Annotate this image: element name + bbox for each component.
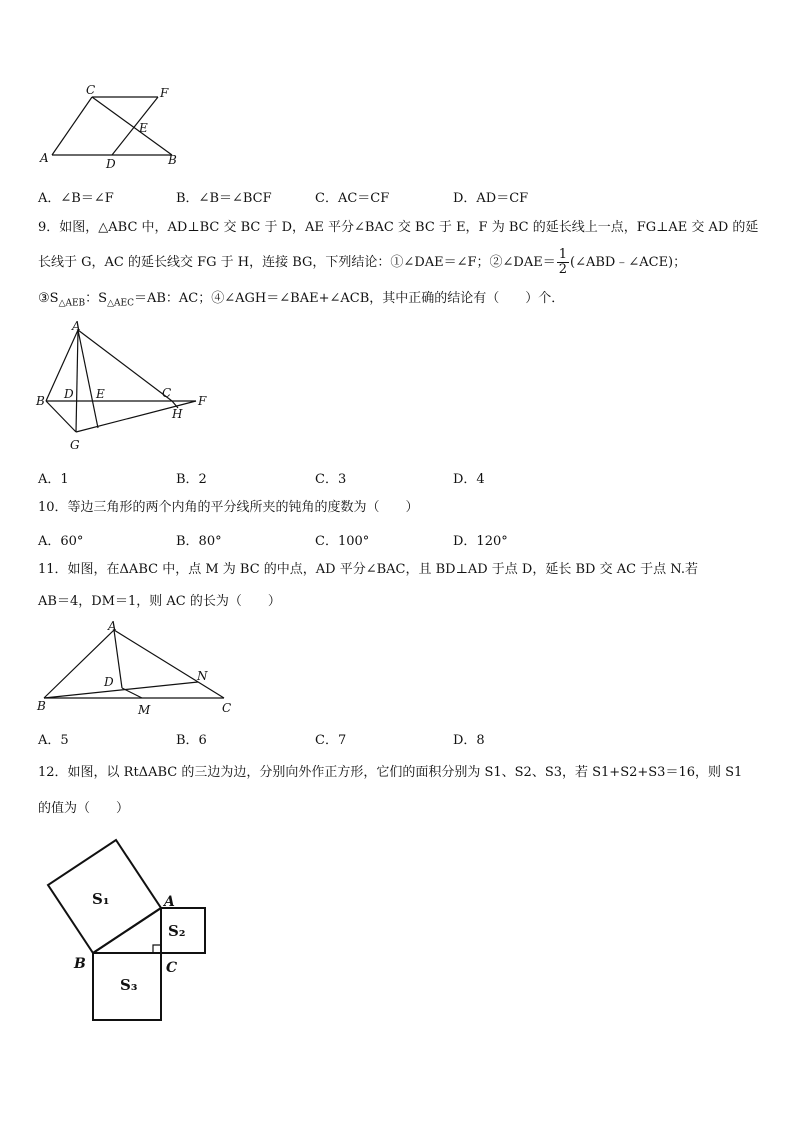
q8-option-c: C．AC＝CF xyxy=(315,191,390,206)
figure-q12 xyxy=(40,838,220,1028)
q9-option-d: D．4 xyxy=(453,472,485,487)
label-D: D xyxy=(64,387,74,401)
figure-q11 xyxy=(34,618,244,718)
label-C: C xyxy=(166,960,178,976)
label-C: C xyxy=(222,701,232,715)
q8-option-d: D．AD＝CF xyxy=(453,191,529,206)
label-B: B xyxy=(36,394,45,408)
q11-option-b: B．6 xyxy=(176,733,207,748)
q12-stem-line1: 12．如图，以 RtΔABC 的三边为边，分别向外作正方形，它们的面积分别为 S1、S2、S3，若 S1+S2+S3＝16，则 S1 xyxy=(38,765,743,780)
label-A: A xyxy=(40,151,49,165)
q10-option-a: A．60° xyxy=(38,534,84,549)
q9-stem-line3: $③S_{\triangle AEB}$：$S_{\triangle AEC}=AB$：AC；④∠AGH＝∠BAE+∠ACB，其中正确的结论有（ ）个． xyxy=(38,291,565,309)
q9-line2-a: 长线于 G，AC 的延长线交 FG 于 H，连接 BG，下列结论：①∠DAE＝∠F；②∠DAE＝ xyxy=(38,255,556,270)
label-C: C xyxy=(86,83,96,97)
label-E: E xyxy=(139,121,148,135)
label-D: D xyxy=(106,157,116,171)
label-B: B xyxy=(74,956,86,972)
label-A: A xyxy=(108,619,117,633)
q12-stem-line2: 的值为（ ） xyxy=(38,801,130,816)
fraction-half: $\frac{1}{2}$ xyxy=(558,247,568,277)
q9-option-a: A．1 xyxy=(38,472,69,487)
figure-q9 xyxy=(34,318,214,458)
q9-option-c: C．3 xyxy=(315,472,347,487)
label-S2: S₂ xyxy=(168,922,186,940)
q8-option-a: A．∠B＝∠F xyxy=(38,191,114,206)
q11-option-c: C．7 xyxy=(315,733,347,748)
q8-option-b: B．∠B＝∠BCF xyxy=(176,191,272,206)
label-M: M xyxy=(138,703,151,717)
label-B: B xyxy=(37,699,46,713)
label-C: C xyxy=(162,386,172,400)
label-S1: S₁ xyxy=(92,890,110,908)
q9-line2-b: (∠ABD﹣∠ACE)； xyxy=(570,255,687,270)
q11-option-a: A．5 xyxy=(38,733,69,748)
label-A: A xyxy=(72,319,81,333)
q11-stem-line2: AB＝4，DM＝1，则 AC 的长为（ ） xyxy=(38,594,281,609)
figure-q8 xyxy=(36,82,196,172)
q10-option-d: D．120° xyxy=(453,534,508,549)
q10-option-c: C．100° xyxy=(315,534,370,549)
q11-option-d: D．8 xyxy=(453,733,485,748)
label-F: F xyxy=(198,394,207,408)
label-G: G xyxy=(70,438,80,452)
label-H: H xyxy=(172,407,183,421)
label-S3: S₃ xyxy=(120,976,138,994)
q9-stem-line2 xyxy=(38,246,758,279)
label-E: E xyxy=(96,387,105,401)
q9-option-b: B．2 xyxy=(176,472,207,487)
q9-stem-line1: 9．如图，△ABC 中，AD⊥BC 交 BC 于 D，AE 平分∠BAC 交 BC 于 E，F 为 BC 的延长线上一点，FG⊥AE 交 AD 的延 xyxy=(38,220,759,235)
label-N: N xyxy=(197,669,208,683)
label-D: D xyxy=(104,675,114,689)
label-B: B xyxy=(168,153,177,167)
label-A: A xyxy=(164,894,175,910)
q10-stem: 10．等边三角形的两个内角的平分线所夹的钝角的度数为（ ） xyxy=(38,500,419,515)
label-F: F xyxy=(160,86,169,100)
q10-option-b: B．80° xyxy=(176,534,222,549)
q11-stem-line1: 11．如图，在ΔABC 中，点 M 为 BC 的中点，AD 平分∠BAC，且 BD⊥AD 于点 D，延长 BD 交 AC 于点 N.若 xyxy=(38,562,698,577)
